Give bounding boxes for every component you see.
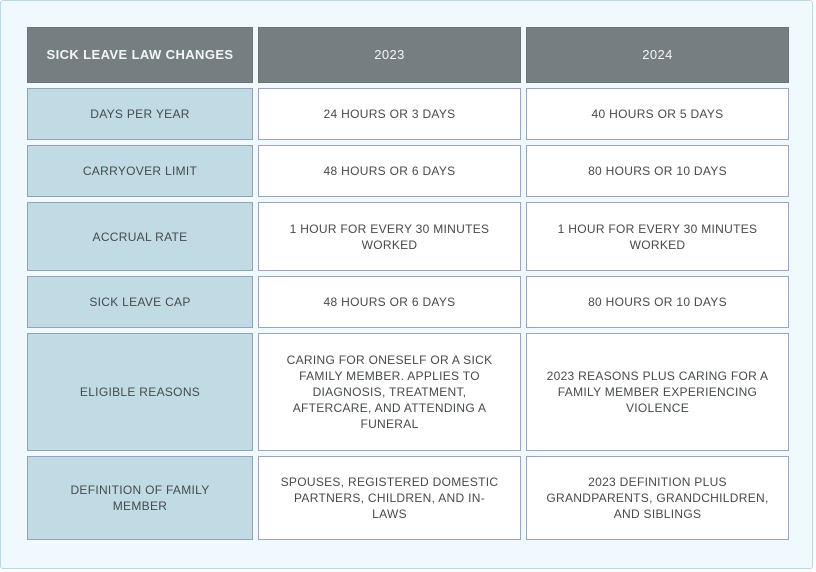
header-topic: SICK LEAVE LAW CHANGES — [27, 27, 253, 83]
sick-leave-comparison-table — [27, 27, 789, 540]
header-2024: 2024 — [526, 27, 789, 83]
accrual-rate-2024: 1 HOUR FOR EVERY 30 MINUTES WORKED — [526, 202, 789, 271]
definition-of-family-member-2023: SPOUSES, REGISTERED DOMESTIC PARTNERS, CHILDREN, AND IN-LAWS — [258, 456, 521, 540]
row-label-definition-of-family-member: DEFINITION OF FAMILY MEMBER — [27, 456, 253, 540]
row-label-sick-leave-cap: SICK LEAVE CAP — [27, 276, 253, 328]
accrual-rate-2023: 1 HOUR FOR EVERY 30 MINUTES WORKED — [258, 202, 521, 271]
header-2023: 2023 — [258, 27, 521, 83]
eligible-reasons-2024: 2023 REASONS PLUS CARING FOR A FAMILY MEMBER EXPERIENCING VIOLENCE — [526, 333, 789, 451]
row-label-eligible-reasons: ELIGIBLE REASONS — [27, 333, 253, 451]
row-label-accrual-rate: ACCRUAL RATE — [27, 202, 253, 271]
sick-leave-cap-2024: 80 HOURS OR 10 DAYS — [526, 276, 789, 328]
carryover-limit-2023: 48 HOURS OR 6 DAYS — [258, 145, 521, 197]
days-per-year-2023: 24 HOURS OR 3 DAYS — [258, 88, 521, 140]
sick-leave-cap-2023: 48 HOURS OR 6 DAYS — [258, 276, 521, 328]
carryover-limit-2024: 80 HOURS OR 10 DAYS — [526, 145, 789, 197]
definition-of-family-member-2024: 2023 DEFINITION PLUS GRANDPARENTS, GRANDCHILDREN, AND SIBLINGS — [526, 456, 789, 540]
days-per-year-2024: 40 HOURS OR 5 DAYS — [526, 88, 789, 140]
row-label-carryover-limit: CARRYOVER LIMIT — [27, 145, 253, 197]
row-label-days-per-year: DAYS PER YEAR — [27, 88, 253, 140]
eligible-reasons-2023: CARING FOR ONESELF OR A SICK FAMILY MEMBER. APPLIES TO DIAGNOSIS, TREATMENT, AFTERCARE, AND ATTENDING A FUNERAL — [258, 333, 521, 451]
